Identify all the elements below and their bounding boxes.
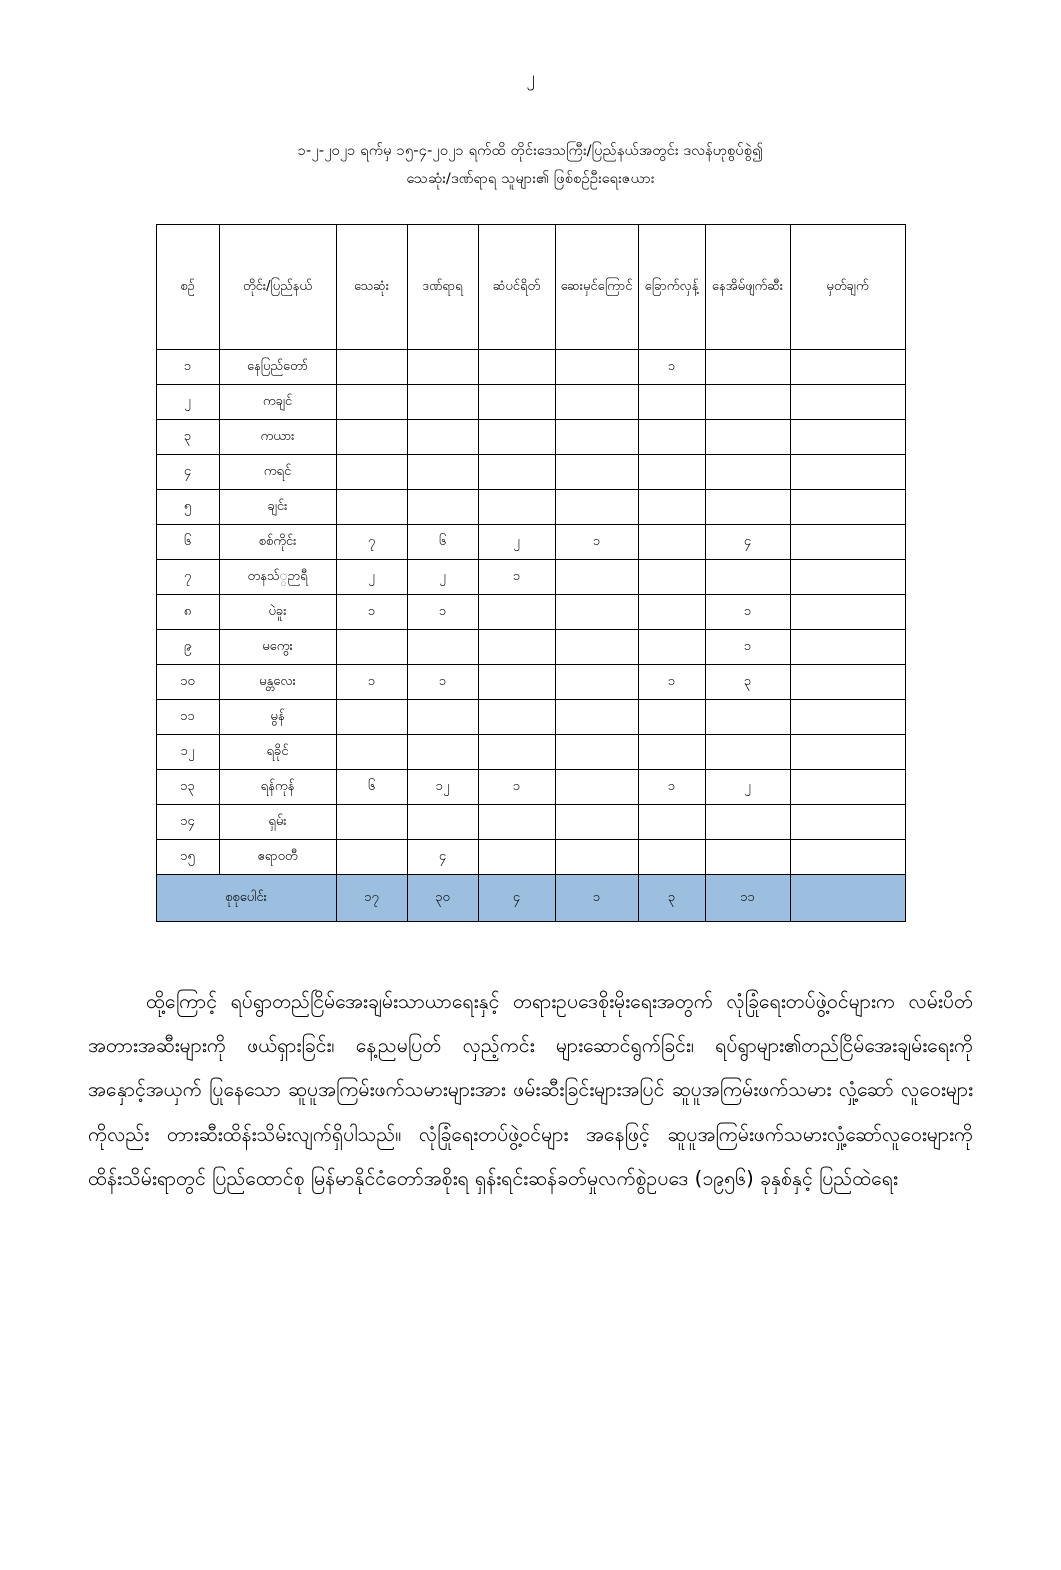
cell-ink: [555, 419, 638, 454]
cell-region: ဧရာဝတီ: [219, 839, 336, 874]
cell-region: ပဲခူး: [219, 594, 336, 629]
cell-house: ၁: [705, 629, 790, 664]
table-row: [156, 804, 905, 839]
cell-region: ကချင်: [219, 384, 336, 419]
cell-threat: [638, 559, 705, 594]
table-row: [156, 489, 905, 524]
cell-ink: [555, 489, 638, 524]
cell-threat: [638, 384, 705, 419]
title-line-2: သေဆုံး/ဒဏ်ရာရ သူများ၏ ဖြစ်စဉ်ဦးရေးဇယား: [406, 171, 655, 188]
cell-injury: [407, 384, 478, 419]
cell-remark: [790, 349, 905, 384]
cell-threat: ၁: [638, 349, 705, 384]
cell-remark: [790, 384, 905, 419]
total-haircut: ၄: [478, 874, 555, 921]
cell-remark: [790, 839, 905, 874]
column-header-threat: ခြောက်လှန့်: [638, 224, 705, 349]
column-header-haircut: ဆံပင်ရိတ်: [478, 224, 555, 349]
cell-injury: ၂: [407, 559, 478, 594]
table-total-row: [156, 874, 905, 921]
cell-haircut: [478, 594, 555, 629]
cell-haircut: [478, 629, 555, 664]
table-row: [156, 524, 905, 559]
cell-injury: ၁: [407, 594, 478, 629]
cell-no: ၁၅: [156, 839, 219, 874]
table-row: [156, 559, 905, 594]
column-header-injury: ဒဏ်ရာရ: [407, 224, 478, 349]
total-death: ၁၇: [336, 874, 407, 921]
cell-no: ၃: [156, 419, 219, 454]
cell-death: ၁: [336, 594, 407, 629]
cell-region: မွန်: [219, 699, 336, 734]
cell-remark: [790, 804, 905, 839]
cell-region: မကွေး: [219, 629, 336, 664]
cell-remark: [790, 664, 905, 699]
cell-haircut: ၁: [478, 769, 555, 804]
table-row: [156, 839, 905, 874]
total-label: စုစုပေါင်း: [156, 874, 336, 921]
cell-house: [705, 419, 790, 454]
cell-no: ၁၄: [156, 804, 219, 839]
cell-remark: [790, 489, 905, 524]
cell-remark: [790, 454, 905, 489]
cell-death: [336, 699, 407, 734]
cell-death: [336, 349, 407, 384]
cell-region: ရှမ်း: [219, 804, 336, 839]
cell-no: ၁၁: [156, 699, 219, 734]
cell-injury: [407, 804, 478, 839]
total-ink: ၁: [555, 874, 638, 921]
cell-ink: [555, 349, 638, 384]
cell-no: ၄: [156, 454, 219, 489]
cell-house: [705, 839, 790, 874]
cell-remark: [790, 559, 905, 594]
cell-threat: [638, 594, 705, 629]
cell-region: ချင်း: [219, 489, 336, 524]
cell-threat: [638, 419, 705, 454]
cell-haircut: ၂: [478, 524, 555, 559]
cell-no: ၁၂: [156, 734, 219, 769]
cell-haircut: ၁: [478, 559, 555, 594]
cell-haircut: [478, 384, 555, 419]
cell-region: ရခိုင်: [219, 734, 336, 769]
cell-region: ကရင်: [219, 454, 336, 489]
cell-region: နေပြည်တော်: [219, 349, 336, 384]
cell-ink: [555, 384, 638, 419]
table-header-row: [156, 224, 905, 349]
cell-threat: [638, 734, 705, 769]
column-header-remark: မှတ်ချက်: [790, 224, 905, 349]
cell-house: [705, 349, 790, 384]
cell-death: [336, 629, 407, 664]
cell-death: [336, 489, 407, 524]
total-threat: ၃: [638, 874, 705, 921]
cell-threat: [638, 454, 705, 489]
table-row: [156, 384, 905, 419]
cell-ink: [555, 594, 638, 629]
cell-house: ၄: [705, 524, 790, 559]
table-row: [156, 454, 905, 489]
body-text-block: [88, 980, 973, 1202]
cell-haircut: [478, 839, 555, 874]
cell-no: ၈: [156, 594, 219, 629]
cell-no: ၁: [156, 349, 219, 384]
cell-threat: [638, 699, 705, 734]
table-row: [156, 419, 905, 454]
cell-haircut: [478, 419, 555, 454]
column-header-house-damage: နေအိမ်ဖျက်ဆီး: [705, 224, 790, 349]
cell-haircut: [478, 734, 555, 769]
cell-ink: [555, 769, 638, 804]
table-row: [156, 664, 905, 699]
cell-remark: [790, 419, 905, 454]
cell-no: ၁၀: [156, 664, 219, 699]
cell-house: ၃: [705, 664, 790, 699]
cell-threat: [638, 839, 705, 874]
table-row: [156, 349, 905, 384]
cell-death: [336, 384, 407, 419]
cell-no: ၅: [156, 489, 219, 524]
table-row: [156, 769, 905, 804]
cell-injury: ၁၂: [407, 769, 478, 804]
cell-injury: [407, 629, 478, 664]
column-header-death: သေဆုံး: [336, 224, 407, 349]
cell-no: ၇: [156, 559, 219, 594]
cell-injury: ၄: [407, 839, 478, 874]
cell-injury: [407, 419, 478, 454]
cell-death: ၁: [336, 664, 407, 699]
cell-remark: [790, 734, 905, 769]
cell-no: ၆: [156, 524, 219, 559]
cell-house: [705, 804, 790, 839]
cell-house: [705, 384, 790, 419]
cell-remark: [790, 524, 905, 559]
cell-ink: [555, 734, 638, 769]
cell-remark: [790, 769, 905, 804]
page-number: ၂: [526, 68, 535, 88]
cell-region: စစ်ကိုင်း: [219, 524, 336, 559]
table-row: [156, 629, 905, 664]
cell-threat: ၁: [638, 769, 705, 804]
cell-injury: [407, 699, 478, 734]
cell-threat: [638, 489, 705, 524]
cell-haircut: [478, 489, 555, 524]
statistics-table-container: [0, 224, 1061, 922]
cell-house: [705, 454, 790, 489]
column-header-region: တိုင်း/ပြည်နယ်: [219, 224, 336, 349]
cell-injury: [407, 454, 478, 489]
table-row: [156, 594, 905, 629]
total-injury: ၃၀: [407, 874, 478, 921]
column-header-ink-marking: ဆေးမှင်ကြောင်: [555, 224, 638, 349]
title-line-1: ၁-၂-၂၀၂၁ ရက်မှ ၁၅-၄-၂၀၂၁ ရက်ထိ တိုင်းဒေသကြီး/ပြည်နယ်အတွင်း ဒလန်ဟုစွပ်စွဲ၍: [297, 143, 764, 159]
cell-haircut: [478, 699, 555, 734]
cell-no: ၂: [156, 384, 219, 419]
cell-remark: [790, 699, 905, 734]
cell-ink: [555, 839, 638, 874]
cell-ink: [555, 559, 638, 594]
cell-remark: [790, 629, 905, 664]
cell-region: ရန်ကုန်: [219, 769, 336, 804]
cell-death: [336, 419, 407, 454]
cell-house: ၂: [705, 769, 790, 804]
cell-death: ၆: [336, 769, 407, 804]
cell-injury: [407, 734, 478, 769]
cell-no: ၉: [156, 629, 219, 664]
cell-house: [705, 699, 790, 734]
cell-region: မန္တလေး: [219, 664, 336, 699]
document-page: [0, 70, 1061, 1570]
cell-injury: [407, 489, 478, 524]
cell-house: [705, 489, 790, 524]
cell-house: ၁: [705, 594, 790, 629]
cell-death: ၇: [336, 524, 407, 559]
cell-haircut: [478, 454, 555, 489]
cell-ink: [555, 699, 638, 734]
cell-threat: [638, 629, 705, 664]
cell-ink: [555, 664, 638, 699]
cell-region: ကယား: [219, 419, 336, 454]
cell-death: [336, 734, 407, 769]
cell-house: [705, 734, 790, 769]
cell-ink: ၁: [555, 524, 638, 559]
column-header-no: စဉ်: [156, 224, 219, 349]
cell-death: [336, 454, 407, 489]
cell-no: ၁၃: [156, 769, 219, 804]
cell-region: တနသ်္ဉာရီ: [219, 559, 336, 594]
cell-threat: [638, 524, 705, 559]
total-house: ၁၁: [705, 874, 790, 921]
table-header: [156, 224, 905, 349]
table-row: [156, 734, 905, 769]
cell-ink: [555, 629, 638, 664]
statistics-table: [156, 224, 906, 922]
total-remark: [790, 874, 905, 921]
table-row: [156, 699, 905, 734]
cell-death: [336, 839, 407, 874]
cell-injury: [407, 349, 478, 384]
table-body: [156, 349, 905, 921]
cell-ink: [555, 804, 638, 839]
cell-haircut: [478, 804, 555, 839]
cell-injury: ၆: [407, 524, 478, 559]
cell-haircut: [478, 349, 555, 384]
cell-death: [336, 804, 407, 839]
cell-ink: [555, 454, 638, 489]
cell-threat: [638, 804, 705, 839]
cell-haircut: [478, 664, 555, 699]
body-paragraph: ထို့ကြောင့် ရပ်ရွာတည်ငြိမ်အေးချမ်းသာယာရေးနှင့် တရားဥပဒေစိုးမိုးရေးအတွက် လုံခြုံရေးတပ်ဖွဲ့ဝင်များက လမ်းပိတ်အတားအဆီးများကို ဖယ်ရှားခြင်း၊ နေ့ညမပြတ် လှည့်ကင်း များဆောင်ရွက်ခြင်း၊ ရပ်ရွာများ၏တည်ငြိမ်အေးချမ်းရေးကို အနှောင့်အယှက် ပြုနေသော ဆူပူအကြမ်းဖက်သမားများအား ဖမ်းဆီးခြင်းများအပြင် ဆူပူအကြမ်းဖက်သမား လှုံ့ဆော် လူဝေးများကိုလည်း တားဆီးထိန်းသိမ်းလျက်ရှိပါသည်။ လုံခြုံရေးတပ်ဖွဲ့ဝင်များ အနေဖြင့် ဆူပူအကြမ်းဖက်သမားလှုံ့ဆော်လူဝေးများကို ထိန်းသိမ်းရာတွင် ပြည်ထောင်စု မြန်မာနိုင်ငံတော်အစိုးရ ရှန်းရင်းဆန်ခတ်မှုလက်စွဲဥပဒေ (၁၉၅၆) ခုနှစ်နှင့် ပြည်ထဲရေး: [88, 989, 973, 1191]
cell-house: [705, 559, 790, 594]
cell-threat: ၁: [638, 664, 705, 699]
cell-injury: ၁: [407, 664, 478, 699]
cell-death: ၂: [336, 559, 407, 594]
cell-remark: [790, 594, 905, 629]
document-title: [0, 137, 1061, 194]
